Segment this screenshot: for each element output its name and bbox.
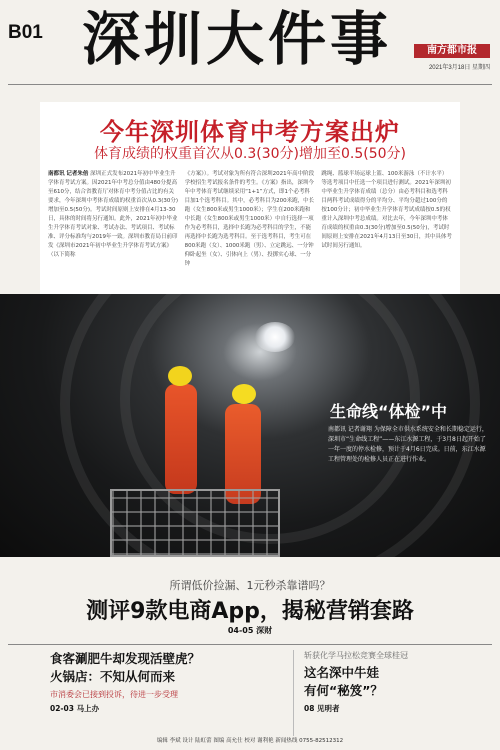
section-divider <box>8 644 492 645</box>
masthead-divider <box>8 84 492 85</box>
lead-byline: 南都讯 记者朱倍 <box>48 171 89 177</box>
masthead <box>0 0 500 84</box>
lead-body <box>48 170 452 288</box>
teaser-right-kicker: 斩获化学马拉松竞赛全球桂冠 <box>304 651 408 660</box>
promo-page-ref: 04-05 深财 <box>227 626 273 635</box>
teaser-right-line2[interactable]: 有何“秘笈”？ <box>304 683 383 698</box>
lift-cage <box>110 489 280 557</box>
brand-logo: 南方都市报 <box>414 44 490 58</box>
promo-kicker: 所谓低价捡漏、1元秒杀靠谱吗？ <box>169 579 331 592</box>
photo-headline[interactable]: 生命线“体检”中 <box>330 402 448 421</box>
lead-story <box>40 102 460 294</box>
tunnel-photo <box>0 294 500 557</box>
footer-credits: 编辑 李斌 设计 陆虹蕾 图编 高允仕 校对 谢利艳 新闻热线 0755-82512312 <box>156 738 344 744</box>
worker-helmet <box>232 384 256 404</box>
teaser-left-line1[interactable]: 食客涮肥牛却发现活壁虎？ <box>50 651 201 666</box>
lead-headline[interactable]: 今年深圳体育中考方案出炉 <box>100 118 400 146</box>
issue-date: 2021年3月18日 星期四 <box>428 65 490 71</box>
lead-column-2: 《方案》）。考试对象为所有符合深圳2021年高中阶段学校招生考试报名条件的考生。《方案》指出，深圳今年中考体育考试继续采用“1+1”方式，即1个必考科目加1个选考科目。其中，必考科目为200米跑，中长跑（女生800米或男生1000米）；学生在200米跑和中长跑（女生800米或男生1000米）中自行选择一项作为必考科目，选择中长跑为必考科目的学生，不能再选择中长跑为选考科目。至于选考科目，考生可在800米跑（女）、1000米跑（男）、立定跳远、一分钟仰卧起坐（女）、引体向上（男）、投掷实心球、一分钟 <box>184 171 315 267</box>
worker-figure <box>165 384 197 494</box>
lead-subheadline: 体育成绩的权重首次从0.3(30分)增加至0.5(50分) <box>93 146 406 162</box>
teaser-right <box>293 650 483 736</box>
promo-title[interactable]: 测评9款电商App，揭秘营销套路 <box>86 599 414 624</box>
lead-column-1 <box>48 170 179 288</box>
teaser-left-line2[interactable]: 火锅店：不知从何而来 <box>50 669 176 684</box>
lead-column-text: 深圳正式发布2021年初中毕业生升学体育考试方案。因2021年中考总分值由480分提高至610分，结合省教育厅对体育中考分值占比的有关要求，今年深圳中考体育成绩的权重首次从0.3(30分)增加至0.5(50分)。考试时间原则上安排在4月13-30日，具体的时间将另行通知。此外，2021年初中毕业生升学体育考试对象、考试办法、考试项目、考试标准、评分标准均与2019年一致。深圳市教育局日前印发《深圳市2021年初中毕业生升学体育考试方案》（以下简称 <box>48 171 179 258</box>
promo-block <box>0 557 500 635</box>
section-title: 深圳大件事 <box>82 5 393 73</box>
lead-column-3: 跳绳、篮球半场运球上篮、100米游泳（不计水平）等选考项目中任选一个项目进行测试。2021年深圳初中毕业生升学体育成绩（总分）由必考科目和选考科目两科考试成绩得分的平均分、平均分超过100分的按100分计；初中毕业生升学体育考试成绩按0.5的权重计入深圳中考总成绩。对比去年，今年深圳中考体育成绩的权重由0.3(30分)增加至0.5(50分)，考试时间原则上安排在2021年4月13日至30日，其中具体考试时间另行通知。 <box>321 171 452 249</box>
page-number: B01 <box>8 22 43 43</box>
teaser-left <box>50 650 280 736</box>
photo-caption: 南都讯 记者谢翔 为保障全市供水系统安全和长期稳定运行，深圳市“生命线工程”——东江水源工程，于3月8日起开始了一年一度的停水检修，预计于4月6日完成。日前，东江水源工程管理处的检修人员正在进行作业。 <box>328 426 488 463</box>
teaser-right-line1[interactable]: 这名深中牛娃 <box>304 665 380 680</box>
teaser-left-ref: 02-03 马上办 <box>50 704 100 713</box>
work-lamp <box>255 322 295 352</box>
teaser-right-ref: 08 见明者 <box>304 704 340 713</box>
teaser-left-sub: 市消委会已接到投诉，待进一步受理 <box>50 690 178 699</box>
worker-helmet <box>168 366 192 386</box>
